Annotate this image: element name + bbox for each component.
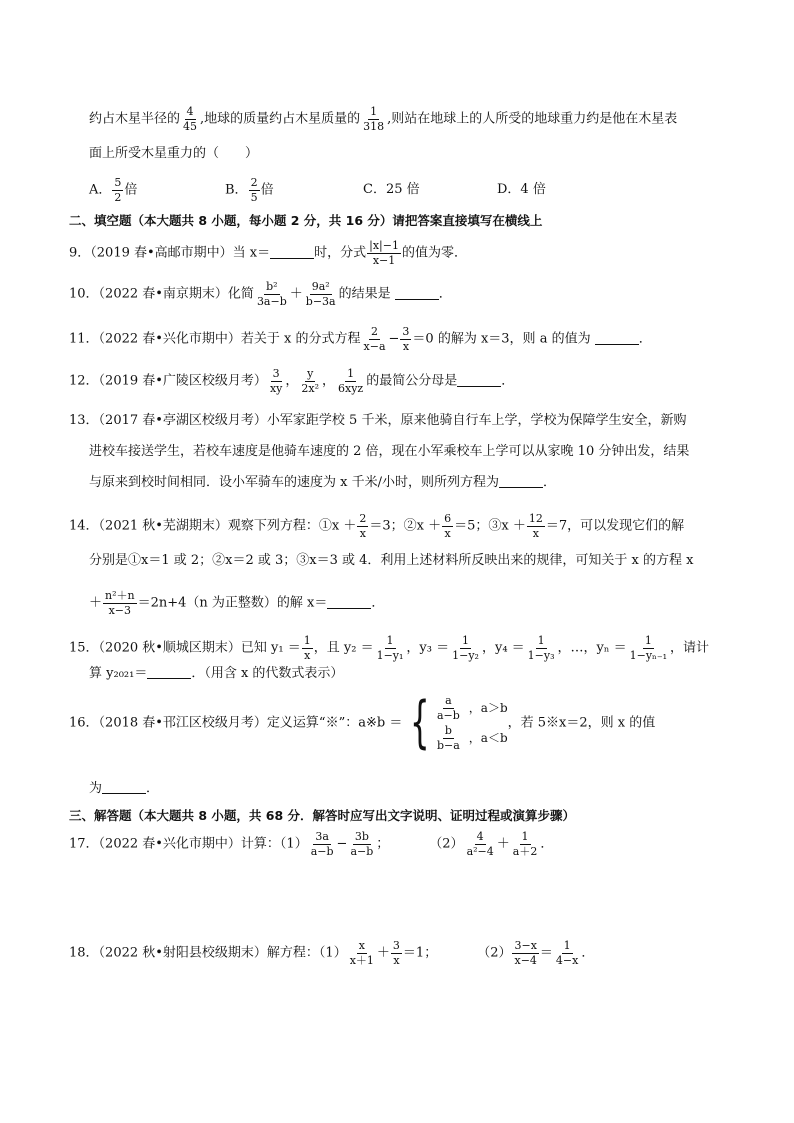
q16-line2 bbox=[89, 782, 794, 795]
q18-fraction-4 bbox=[554, 940, 580, 966]
q18-d4: 4−x bbox=[555, 953, 579, 967]
q14-fraction-1 bbox=[357, 513, 368, 539]
q16-case-1 bbox=[434, 695, 508, 721]
opt-b-unit: 倍 bbox=[260, 182, 274, 198]
q12-fraction-1 bbox=[268, 368, 284, 394]
opt-b-den: 5 bbox=[250, 190, 258, 204]
q16-r1-cond: ，a＞b bbox=[468, 701, 508, 716]
q18-fraction-2 bbox=[391, 940, 402, 966]
q11-fraction-2 bbox=[400, 326, 411, 352]
q18-eq2: ＝ bbox=[539, 945, 553, 961]
q18 bbox=[69, 940, 794, 966]
q12-n2: y bbox=[307, 367, 314, 380]
q17-fraction-3 bbox=[465, 831, 496, 857]
q15-d2: 1−y₁ bbox=[376, 648, 404, 662]
q14-d4: x−3 bbox=[108, 603, 132, 617]
q18-d2: x bbox=[393, 953, 400, 967]
q12-n3: 1 bbox=[347, 367, 355, 380]
q14-fraction-3 bbox=[527, 513, 545, 539]
q17-n1: 3a bbox=[315, 830, 329, 843]
q11-n1: 2 bbox=[371, 325, 379, 338]
q16-r1-den: a−b bbox=[436, 708, 460, 722]
q15-text-g: 算 y₂₀₂₁＝ bbox=[89, 666, 148, 681]
q18-fraction-3 bbox=[512, 940, 538, 966]
opt-a-fraction bbox=[112, 177, 123, 203]
q15-n5: 1 bbox=[644, 634, 652, 647]
q15-line1 bbox=[69, 635, 794, 661]
q17-d4: a＋2 bbox=[512, 844, 538, 858]
q8-text-b: ,地球的质量约占木星质量的 bbox=[200, 111, 361, 127]
q8-option-a[interactable] bbox=[89, 177, 137, 203]
q15-n2: 1 bbox=[386, 634, 394, 647]
q16-r2-num: b bbox=[444, 724, 452, 738]
q13-line2: 进校车接送学生，若校车速度是他骑车速度的 2 倍，现在小军乘校车上学可以从家晚 10 分钟出发，结果 bbox=[89, 444, 690, 459]
q15-text-a: 15．（2020 秋•顺城区期末）已知 y₁ ＝ bbox=[69, 640, 301, 656]
q15-n4: 1 bbox=[537, 634, 545, 647]
q9-num: |x|−1 bbox=[369, 239, 399, 252]
q11 bbox=[69, 326, 794, 352]
q15-fraction-1 bbox=[302, 635, 313, 661]
opt-a-den: 2 bbox=[114, 190, 122, 204]
q10-text-c: ． bbox=[438, 286, 452, 302]
q14-n3: 12 bbox=[528, 512, 543, 525]
q15-n3: 1 bbox=[462, 634, 470, 647]
q16-piecewise bbox=[402, 690, 508, 756]
q18-n3: 3−x bbox=[514, 939, 537, 952]
q18-d3: x−4 bbox=[514, 953, 537, 967]
q14-text-d: ＝7，可以发现它们的解 bbox=[545, 518, 685, 534]
q16-text-d: ． bbox=[146, 781, 160, 796]
q13-line3 bbox=[89, 476, 794, 489]
q15-d4: 1−y₃ bbox=[527, 648, 555, 662]
q14-text-c2: ． bbox=[371, 595, 385, 611]
q11-d2: x bbox=[402, 339, 410, 353]
q17 bbox=[69, 831, 794, 857]
q17-d1: a−b bbox=[310, 844, 334, 858]
left-brace-icon: { bbox=[410, 690, 430, 756]
q18-part2-label: （2） bbox=[477, 945, 512, 961]
q15-line2 bbox=[89, 667, 794, 680]
q11-text-b: ＝0 的解为 x＝3，则 a 的值为 bbox=[412, 331, 595, 347]
q18-plus: ＋ bbox=[376, 945, 390, 961]
q16-answer-blank[interactable] bbox=[102, 793, 146, 794]
q9-answer-blank[interactable] bbox=[270, 258, 314, 259]
q12-text-b: 的最简公分母是 bbox=[366, 373, 458, 389]
q10-plus: ＋ bbox=[289, 286, 303, 302]
q10-d2: b−3a bbox=[305, 294, 336, 308]
q8-text-c: ,则站在地球上的人所受的地球重力约是他在木星表 bbox=[387, 111, 678, 127]
q13-line1: 13．（2017 春•亭湖区校级月考）小军家距学校 5 千米，原来他骑自行车上学，学校为保障学生安全，新购 bbox=[69, 413, 687, 428]
q17-fraction-4 bbox=[511, 831, 540, 857]
q14-line2: 分别是①x＝1 或 2；②x＝2 或 3；③x＝3 或 4．利用上述材料所反映出来的规律，可知关于 x 的方程 x bbox=[89, 553, 694, 568]
q14-n2: 6 bbox=[444, 512, 452, 525]
q8-f1-den: 45 bbox=[183, 119, 198, 133]
q14-n1: 2 bbox=[359, 512, 367, 525]
q17-fraction-2 bbox=[348, 831, 375, 857]
q8-question-end: 面上所受木星重力的（ ） bbox=[89, 146, 259, 161]
q8-line1 bbox=[89, 106, 794, 132]
q16-r2-den: b−a bbox=[436, 738, 460, 752]
q10 bbox=[69, 281, 794, 307]
q15-fraction-2 bbox=[375, 635, 406, 661]
q12-d3: 6xyz bbox=[338, 381, 364, 395]
q16-text-c: 为 bbox=[89, 781, 103, 796]
q12-text-a: 12．（2019 春•广陵区校级月考） bbox=[69, 373, 267, 389]
q17-text-a: 17．（2022 春•兴化市期中）计算：（1） bbox=[69, 836, 308, 852]
q12-fraction-3 bbox=[336, 368, 365, 394]
q14-n4: n²＋n bbox=[105, 589, 135, 602]
q13-answer-blank[interactable] bbox=[499, 487, 543, 488]
q9-fraction bbox=[367, 240, 401, 266]
q10-text-a: 10．（2022 春•南京期末）化简 bbox=[69, 286, 254, 302]
q17-sep: ； bbox=[376, 836, 390, 852]
q10-n2: 9a² bbox=[311, 280, 330, 293]
q11-answer-blank[interactable] bbox=[595, 344, 639, 345]
q8-fraction-1-318 bbox=[361, 106, 386, 132]
q11-text-a: 11．（2022 春•兴化市期中）若关于 x 的分式方程 bbox=[69, 331, 361, 347]
section-2-heading: 二、填空题（本大题共 8 小题，每小题 2 分，共 16 分）请把答案直接填写在横线上 bbox=[69, 213, 543, 228]
q8-option-b[interactable] bbox=[225, 177, 274, 203]
q12-n1: 3 bbox=[272, 367, 280, 380]
q11-d1: x−a bbox=[363, 339, 386, 353]
q18-end: ． bbox=[581, 945, 595, 961]
q12 bbox=[69, 368, 794, 394]
q15-answer-blank[interactable] bbox=[147, 678, 191, 679]
q14-answer-blank[interactable] bbox=[327, 608, 371, 609]
q11-minus: − bbox=[388, 331, 400, 347]
q17-d3: a²−4 bbox=[466, 844, 494, 858]
q15-d5: 1−yₙ₋₁ bbox=[629, 648, 668, 662]
q17-n3: 4 bbox=[476, 830, 484, 843]
opt-a-label: A． bbox=[89, 182, 112, 198]
q12-sep-2: ， bbox=[322, 373, 336, 389]
q13-text-b: ． bbox=[542, 475, 556, 490]
q17-fraction-1 bbox=[309, 831, 336, 857]
q10-fraction-2 bbox=[304, 281, 338, 307]
q18-text-a: 18．（2022 秋•射阳县校级期末）解方程：（1） bbox=[69, 945, 347, 961]
q16-line1 bbox=[69, 690, 794, 756]
q17-minus: − bbox=[336, 836, 348, 852]
q8-fraction-4-45 bbox=[181, 106, 199, 132]
q14-d3: x bbox=[532, 526, 539, 540]
q8-f2-num: 1 bbox=[370, 105, 378, 118]
opt-a-unit: 倍 bbox=[124, 182, 138, 198]
q14-line1 bbox=[69, 513, 794, 539]
section-3-heading: 三、解答题（本大题共 8 小题，共 68 分．解答时应写出文字说明、证明过程或演算步骤） bbox=[69, 808, 576, 823]
q11-n2: 3 bbox=[402, 325, 410, 338]
q18-n4: 1 bbox=[563, 939, 571, 952]
q15-text-h: ．（用含 x 的代数式表示） bbox=[191, 666, 344, 681]
q12-answer-blank[interactable] bbox=[457, 386, 501, 387]
q18-eq1: ＝1； bbox=[402, 945, 438, 961]
q12-fraction-2 bbox=[299, 368, 321, 394]
q15-fraction-5 bbox=[628, 635, 669, 661]
q14-d2: x bbox=[444, 526, 451, 540]
q10-d1: 3a−b bbox=[256, 294, 287, 308]
q14-text-a: 14．（2021 秋•芜湖期末）观察下列方程：①x ＋ bbox=[69, 518, 357, 534]
q8-option-d[interactable]: D．4 倍 bbox=[497, 182, 546, 197]
q16-r2-cond: ，a＜b bbox=[468, 731, 508, 746]
q14-fraction-2 bbox=[442, 513, 453, 539]
q15-text-f: ，请计 bbox=[670, 640, 710, 656]
q9 bbox=[69, 240, 794, 266]
q15-text-d: ，y₄ ＝ bbox=[481, 640, 525, 656]
q8-text-a: 约占木星半径的 bbox=[89, 111, 181, 127]
q15-text-c: ，y₃ ＝ bbox=[406, 640, 450, 656]
q11-text-c: ． bbox=[638, 331, 652, 347]
opt-b-label: B． bbox=[225, 182, 248, 198]
q14-text-b2: ＝2n+4（n 为正整数）的解 x＝ bbox=[137, 595, 328, 611]
q8-line2 bbox=[89, 147, 794, 160]
q18-n1: x bbox=[358, 939, 365, 952]
q9-den: x−1 bbox=[372, 253, 396, 267]
q12-d2: 2x² bbox=[301, 381, 319, 395]
q17-end: ． bbox=[540, 836, 554, 852]
q16-text-a: 16．（2018 春•邗江区校级月考）定义运算“※”：a※b ＝ bbox=[69, 715, 403, 731]
q15-n1: 1 bbox=[303, 634, 311, 647]
q18-n2: 3 bbox=[392, 939, 400, 952]
q15-fraction-4 bbox=[526, 635, 557, 661]
q10-fraction-1 bbox=[255, 281, 289, 307]
q14-text-b: ＝3；②x ＋ bbox=[369, 518, 442, 534]
q14-line3 bbox=[89, 590, 794, 616]
q12-d1: xy bbox=[269, 381, 283, 395]
q8-f1-num: 4 bbox=[186, 105, 194, 118]
q12-text-c: ． bbox=[501, 373, 515, 389]
q17-plus: ＋ bbox=[496, 836, 510, 852]
q14-fraction-4 bbox=[103, 590, 137, 616]
q16-text-b: ，若 5※x＝2，则 x 的值 bbox=[507, 715, 656, 731]
q11-fraction-1 bbox=[362, 326, 388, 352]
q18-d1: x＋1 bbox=[349, 953, 374, 967]
q15-d3: 1−y₂ bbox=[452, 648, 479, 662]
q15-text-e: ，…，yₙ ＝ bbox=[557, 640, 627, 656]
q14-text-plus: ＋ bbox=[89, 595, 103, 611]
q12-sep-1: ， bbox=[285, 373, 299, 389]
q16-r1-num: a bbox=[445, 694, 452, 707]
q15-d1: x bbox=[304, 648, 311, 662]
q15-fraction-3 bbox=[450, 635, 481, 661]
q18-fraction-1 bbox=[348, 940, 376, 966]
q10-answer-blank[interactable] bbox=[395, 299, 439, 300]
q15-text-b: ，且 y₂ ＝ bbox=[313, 640, 374, 656]
q17-n2: 3b bbox=[354, 830, 369, 843]
q16-case-2 bbox=[434, 725, 508, 751]
q17-n4: 1 bbox=[521, 830, 529, 843]
opt-b-fraction bbox=[249, 177, 260, 203]
opt-a-num: 5 bbox=[114, 176, 122, 189]
q17-d2: a−b bbox=[350, 844, 374, 858]
q10-text-b: 的结果是 bbox=[338, 286, 395, 302]
q14-text-c: ＝5；③x ＋ bbox=[454, 518, 526, 534]
q9-text-c: 的值为零． bbox=[401, 245, 467, 261]
q10-n1: b² bbox=[266, 280, 278, 293]
opt-b-num: 2 bbox=[250, 176, 258, 189]
q8-f2-den: 318 bbox=[363, 119, 385, 133]
q13-text-a: 与原来到校时间相同．设小军骑车的速度为 x 千米/小时，则所列方程为 bbox=[89, 475, 499, 490]
q17-part2-label: （2） bbox=[429, 836, 464, 852]
q9-text-a: 9．（2019 春•高邮市期中）当 x＝ bbox=[69, 245, 271, 261]
q14-d1: x bbox=[359, 526, 366, 540]
q9-text-b: 时，分式 bbox=[314, 245, 367, 261]
q8-option-c[interactable]: C．25 倍 bbox=[363, 182, 420, 197]
